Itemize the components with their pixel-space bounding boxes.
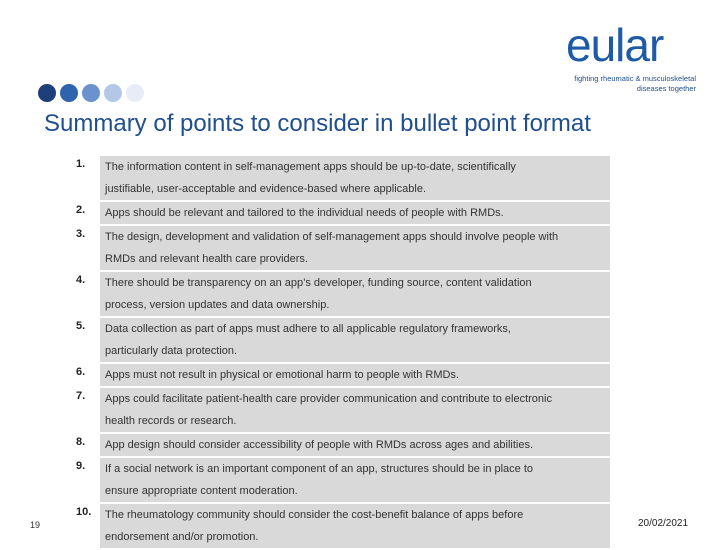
- point-row: [68, 156, 610, 200]
- point-number: 1.: [68, 156, 100, 200]
- point-text: [100, 318, 610, 362]
- point-text-line: justifiable, user-acceptable and evidence-based where applicable.: [105, 183, 427, 195]
- point-text: [100, 434, 610, 456]
- dot-4: [104, 84, 122, 102]
- eular-logo: eular: [566, 19, 664, 71]
- point-row: [68, 388, 610, 432]
- point-text: [100, 272, 610, 316]
- point-text: [100, 504, 610, 548]
- point-number: 5.: [68, 318, 100, 362]
- point-text-line: endorsement and/or promotion.: [105, 531, 259, 543]
- point-row: [68, 202, 610, 224]
- tagline-line-2: diseases together: [636, 84, 696, 93]
- point-text-line: health records or research.: [105, 415, 237, 427]
- point-text-line: Apps could facilitate patient-health care provider communication and contribute to electronic: [105, 393, 552, 405]
- point-text-line: There should be transparency on an app’s developer, funding source, content validation: [105, 277, 532, 289]
- point-number: 4.: [68, 272, 100, 316]
- point-row: [68, 504, 610, 548]
- point-text-line: The information content in self-management apps should be up-to-date, scientifically: [105, 161, 516, 173]
- point-row: [68, 272, 610, 316]
- dot-1: [38, 84, 56, 102]
- point-text-line: Data collection as part of apps must adhere to all applicable regulatory frameworks,: [105, 323, 511, 335]
- point-number: 3.: [68, 226, 100, 270]
- slide-date: 20/02/2021: [638, 518, 689, 529]
- point-row: [68, 434, 610, 456]
- page-number: 19: [30, 520, 41, 530]
- dot-3: [82, 84, 100, 102]
- point-text-line: If a social network is an important component of an app, structures should be in place to: [105, 463, 534, 475]
- point-text-line: ensure appropriate content moderation.: [105, 485, 298, 497]
- point-text: [100, 458, 610, 502]
- point-text-line: Apps should be relevant and tailored to the individual needs of people with RMDs.: [105, 207, 504, 219]
- point-text: [100, 226, 610, 270]
- point-row: [68, 226, 610, 270]
- point-text-line: The rheumatology community should consider the cost-benefit balance of apps before: [105, 509, 524, 521]
- decorative-dots: [38, 84, 144, 102]
- point-text-line: RMDs and relevant health care providers.: [105, 253, 308, 265]
- point-text-line: particularly data protection.: [105, 345, 238, 357]
- point-text: [100, 388, 610, 432]
- tagline-line-1: fighting rheumatic & musculoskeletal: [574, 74, 696, 83]
- point-number: 7.: [68, 388, 100, 432]
- point-text: [100, 202, 610, 224]
- point-number: 9.: [68, 458, 100, 502]
- point-number: 2.: [68, 202, 100, 224]
- point-text-line: App design should consider accessibility of people with RMDs across ages and abilities.: [105, 439, 534, 451]
- point-number: 8.: [68, 434, 100, 456]
- point-text-line: process, version updates and data ownership.: [105, 299, 330, 311]
- point-row: [68, 364, 610, 386]
- point-text-line: Apps must not result in physical or emotional harm to people with RMDs.: [105, 369, 459, 381]
- point-row: [68, 318, 610, 362]
- logo-tagline: [566, 74, 696, 94]
- points-list: [68, 156, 610, 550]
- point-text: [100, 364, 610, 386]
- dot-5: [126, 84, 144, 102]
- dot-2: [60, 84, 78, 102]
- point-number: 6.: [68, 364, 100, 386]
- point-row: [68, 458, 610, 502]
- point-text-line: The design, development and validation of self-management apps should involve people with: [105, 231, 559, 243]
- slide-title: Summary of points to consider in bullet point format: [44, 110, 591, 137]
- point-text: [100, 156, 610, 200]
- point-number: 10.: [68, 504, 100, 548]
